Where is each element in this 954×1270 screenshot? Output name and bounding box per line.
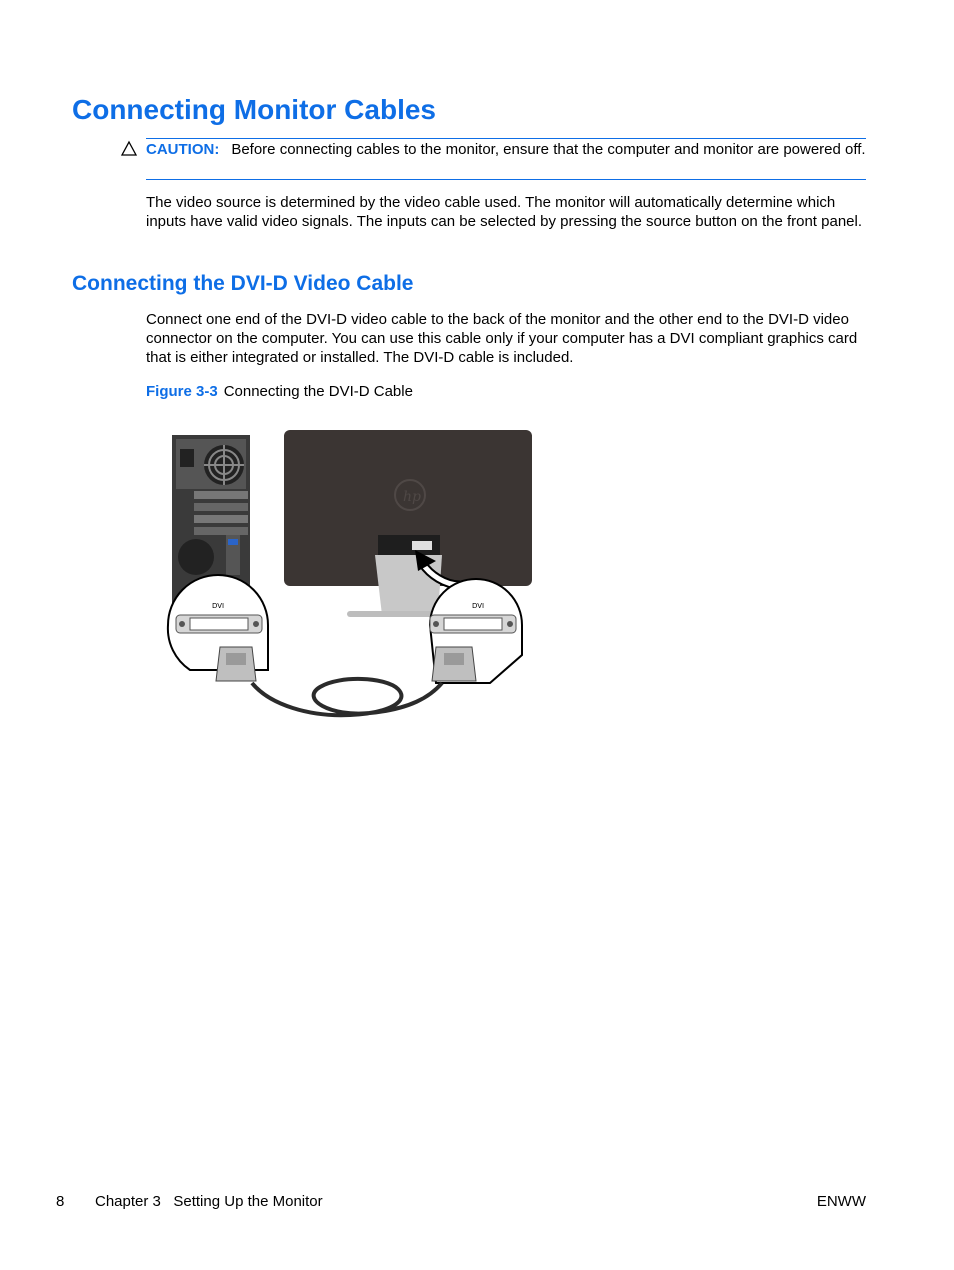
dvi-connection-illustration <box>160 425 540 725</box>
caution-text: Before connecting cables to the monitor, ensure that the computer and monitor are powered off. <box>231 141 866 158</box>
caution-triangle-icon <box>120 140 138 158</box>
figure-caption-text: Connecting the DVI-D Cable <box>223 383 413 400</box>
dvi-cable <box>252 679 442 715</box>
footer-chapter: Chapter 3 Setting Up the Monitor <box>95 1193 323 1210</box>
figure-label: Figure 3-3 <box>146 383 218 400</box>
svg-text:hp: hp <box>403 489 421 505</box>
figure-caption <box>146 382 413 401</box>
right-dvi-label: DVI <box>472 602 485 610</box>
footer-page-number: 8 <box>56 1193 65 1210</box>
footer-right: ENWW <box>816 1193 866 1210</box>
section-paragraph: Connect one end of the DVI-D video cable to the back of the monitor and the other end to the DVI-D video connector on the computer. You can use this cable only if your computer has a DVI compliant graphics card that is either integrated or installed. The DVI-D cable is included. <box>146 311 858 366</box>
left-dvi-label: DVI <box>212 602 225 610</box>
page-title: Connecting Monitor Cables <box>72 94 436 125</box>
right-dvi-callout <box>430 579 522 683</box>
section-title: Connecting the DVI-D Video Cable <box>72 272 414 295</box>
intro-paragraph: The video source is determined by the video cable used. The monitor will automatically determine which inputs have valid video signals. The inputs can be selected by pressing the source button on the front panel. <box>146 194 863 230</box>
left-dvi-callout <box>168 575 268 681</box>
caution-label: CAUTION: <box>146 141 220 158</box>
caution-note <box>146 140 866 159</box>
